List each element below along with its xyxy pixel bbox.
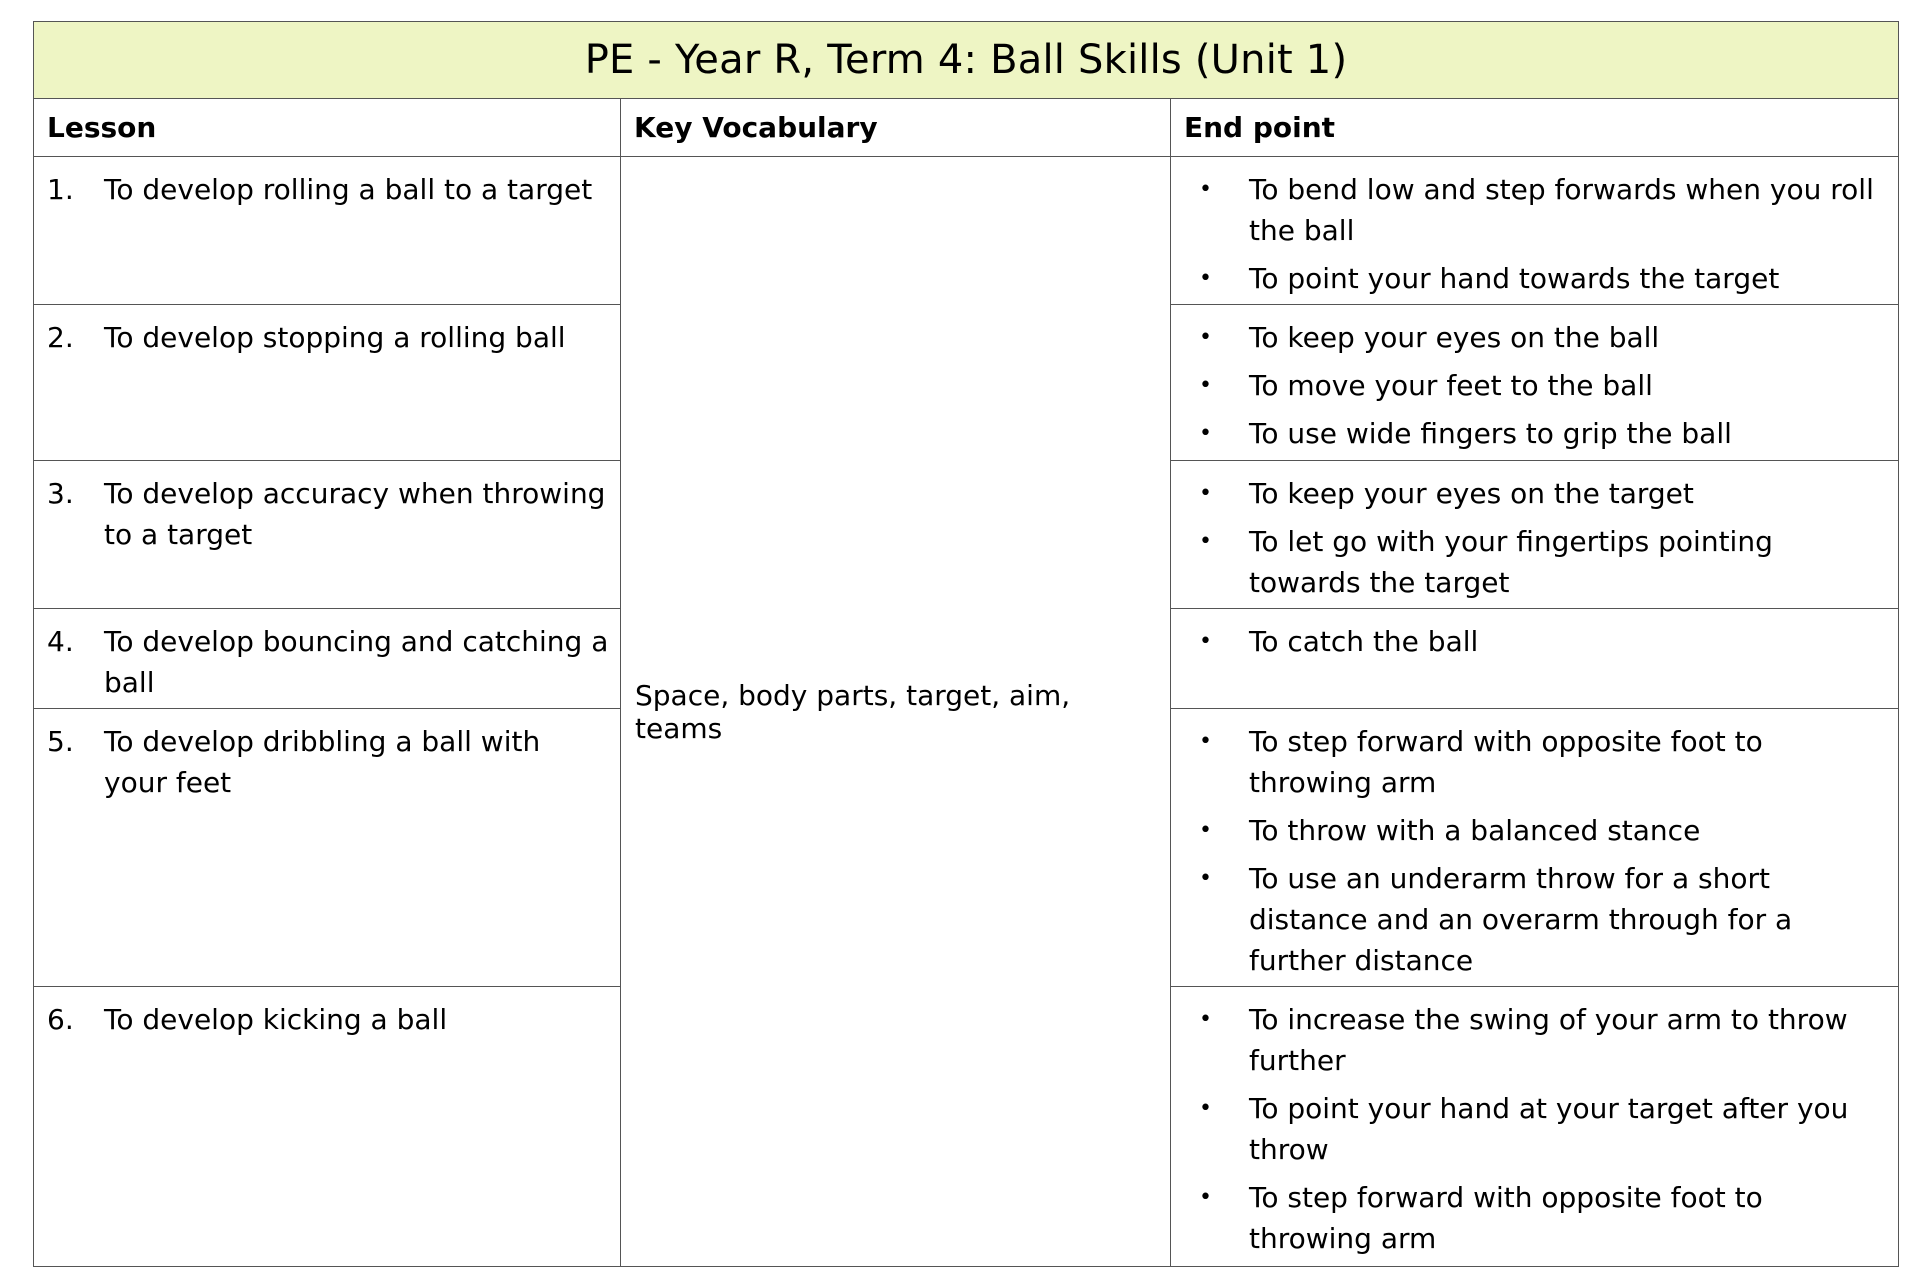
endpoint-text: To bend low and step forwards when you roll the ball: [1249, 173, 1874, 247]
bullet-icon: •: [1199, 529, 1212, 554]
list-item: [1199, 1177, 1878, 1259]
list-item: [1199, 621, 1878, 662]
lesson-number: 2.: [47, 321, 74, 354]
bullet-icon: •: [1199, 1185, 1212, 1210]
list-item: [1199, 858, 1878, 981]
list-item: [1199, 258, 1878, 299]
list-item: [1199, 1088, 1878, 1170]
endpoint-text: To keep your eyes on the ball: [1249, 321, 1660, 354]
lesson-cell: [34, 305, 621, 461]
bullet-icon: •: [1199, 1007, 1212, 1032]
lesson-cell: [34, 709, 621, 987]
endpoint-cell: [1171, 305, 1899, 461]
endpoint-text: To move your feet to the ball: [1249, 369, 1653, 402]
header-key-vocabulary: Key Vocabulary: [621, 99, 1171, 157]
lesson-objective: To develop stopping a rolling ball: [104, 321, 566, 354]
lesson-number: 5.: [47, 725, 74, 758]
lesson-objective: To develop kicking a ball: [104, 1003, 448, 1036]
list-item: [1199, 521, 1878, 603]
list-item: [1199, 999, 1878, 1081]
list-item: [1199, 169, 1878, 251]
endpoint-cell: [1171, 987, 1899, 1267]
endpoint-cell: [1171, 157, 1899, 305]
list-item: [1199, 317, 1878, 358]
table-row: [34, 157, 1899, 305]
header-lesson: Lesson: [34, 99, 621, 157]
endpoint-cell: [1171, 609, 1899, 709]
lesson-number: 1.: [47, 173, 74, 206]
bullet-icon: •: [1199, 729, 1212, 754]
lesson-number: 3.: [47, 477, 74, 510]
list-item: [1199, 810, 1878, 851]
endpoint-text: To step forward with opposite foot to throwing arm: [1249, 1181, 1763, 1255]
list-item: [1199, 473, 1878, 514]
endpoint-text: To step forward with opposite foot to throwing arm: [1249, 725, 1763, 799]
endpoint-cell: [1171, 709, 1899, 987]
endpoint-text: To throw with a balanced stance: [1249, 814, 1701, 847]
lesson-objective: To develop bouncing and catching a ball: [104, 625, 609, 699]
endpoint-text: To catch the ball: [1249, 625, 1479, 658]
bullet-icon: •: [1199, 266, 1212, 291]
endpoint-text: To point your hand at your target after you throw: [1249, 1092, 1849, 1166]
header-end-point: End point: [1171, 99, 1899, 157]
lesson-cell: [34, 987, 621, 1267]
lesson-objective: To develop rolling a ball to a target: [104, 173, 593, 206]
bullet-icon: •: [1199, 866, 1212, 891]
list-item: [1199, 413, 1878, 454]
bullet-icon: •: [1199, 421, 1212, 446]
bullet-icon: •: [1199, 325, 1212, 350]
endpoint-text: To use an underarm throw for a short distance and an overarm through for a further distance: [1249, 862, 1793, 977]
endpoint-text: To increase the swing of your arm to throw further: [1249, 1003, 1848, 1077]
lesson-number: 6.: [47, 1003, 74, 1036]
bullet-icon: •: [1199, 481, 1212, 506]
endpoint-cell: [1171, 461, 1899, 609]
lesson-plan-table: [33, 21, 1899, 1267]
list-item: [1199, 365, 1878, 406]
lesson-cell: [34, 157, 621, 305]
lesson-cell: [34, 609, 621, 709]
bullet-icon: •: [1199, 177, 1212, 202]
key-vocabulary-cell: Space, body parts, target, aim, teams: [621, 157, 1171, 1267]
bullet-icon: •: [1199, 818, 1212, 843]
lesson-number: 4.: [47, 625, 74, 658]
lesson-objective: To develop accuracy when throwing to a target: [104, 477, 606, 551]
bullet-icon: •: [1199, 629, 1212, 654]
endpoint-text: To let go with your fingertips pointing towards the target: [1249, 525, 1773, 599]
list-item: [1199, 721, 1878, 803]
endpoint-text: To point your hand towards the target: [1249, 262, 1780, 295]
endpoint-text: To use wide fingers to grip the ball: [1249, 417, 1732, 450]
page-title: PE - Year R, Term 4: Ball Skills (Unit 1): [34, 22, 1899, 99]
lesson-cell: [34, 461, 621, 609]
bullet-icon: •: [1199, 1096, 1212, 1121]
bullet-icon: •: [1199, 373, 1212, 398]
lesson-objective: To develop dribbling a ball with your feet: [104, 725, 541, 799]
endpoint-text: To keep your eyes on the target: [1249, 477, 1694, 510]
